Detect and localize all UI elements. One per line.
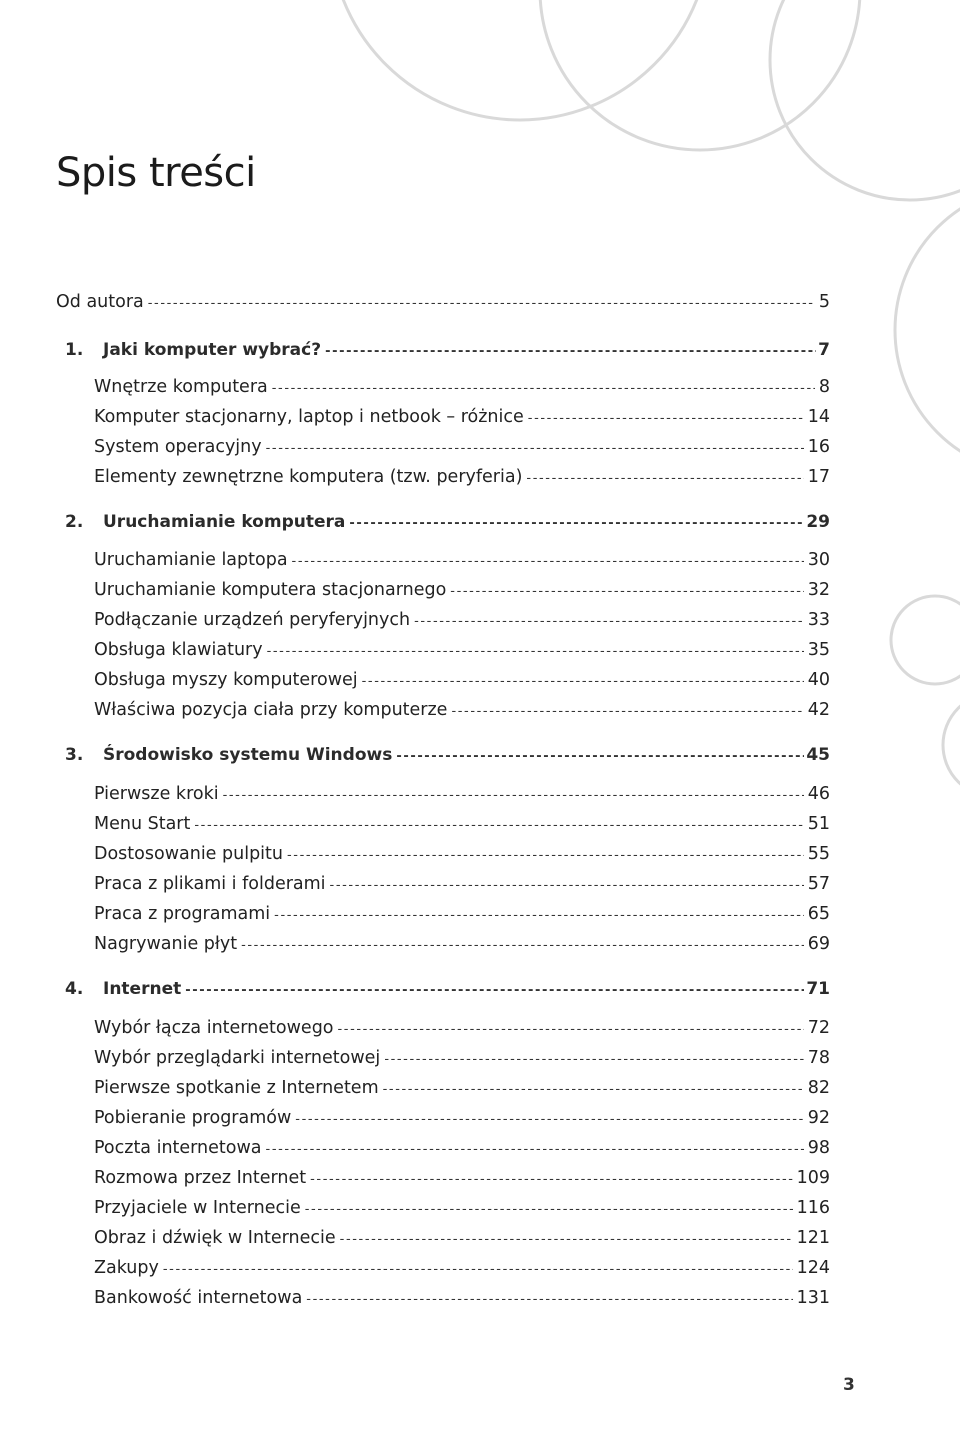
entry-page-number: 65 bbox=[807, 904, 830, 924]
entry-page-number: 55 bbox=[807, 844, 830, 864]
dash-leader bbox=[450, 580, 803, 604]
chapter-number: 2. bbox=[65, 512, 84, 532]
page-title: Spis treści bbox=[56, 150, 256, 196]
dash-leader bbox=[383, 1078, 804, 1102]
entry-label: Wybór przeglądarki internetowej bbox=[94, 1048, 381, 1068]
dash-leader bbox=[223, 784, 804, 808]
entry-label: Praca z programami bbox=[94, 904, 271, 924]
dash-leader bbox=[396, 745, 804, 769]
dash-leader bbox=[148, 292, 815, 316]
toc-entry bbox=[94, 548, 830, 574]
entry-label: Praca z plikami i folderami bbox=[94, 874, 326, 894]
entry-label: Przyjaciele w Internecie bbox=[94, 1198, 301, 1218]
entry-page-number: 116 bbox=[796, 1198, 830, 1218]
toc-entry bbox=[94, 932, 830, 958]
toc-entry bbox=[94, 1256, 830, 1282]
entry-label: Obraz i dźwięk w Internecie bbox=[94, 1228, 336, 1248]
toc-entry bbox=[94, 1106, 830, 1132]
entry-page-number: 69 bbox=[807, 934, 830, 954]
dash-leader bbox=[362, 670, 804, 694]
chapter-number: 4. bbox=[65, 979, 84, 999]
chapter-number: 3. bbox=[65, 745, 84, 765]
toc-entry bbox=[94, 1196, 830, 1222]
dash-leader bbox=[340, 1228, 793, 1252]
dash-leader bbox=[295, 1108, 803, 1132]
toc-entry bbox=[94, 638, 830, 664]
toc-entry bbox=[94, 578, 830, 604]
dash-leader bbox=[306, 1288, 792, 1312]
entry-page-number: 29 bbox=[806, 512, 830, 532]
toc-entry bbox=[94, 1166, 830, 1192]
decor-circle bbox=[770, 0, 960, 200]
toc-entry bbox=[94, 812, 830, 838]
entry-page-number: 82 bbox=[807, 1078, 830, 1098]
entry-page-number: 51 bbox=[807, 814, 830, 834]
entry-label: Bankowość internetowa bbox=[94, 1288, 303, 1308]
toc-entry bbox=[94, 1136, 830, 1162]
dash-leader bbox=[163, 1258, 793, 1282]
dash-leader bbox=[526, 467, 803, 491]
chapter-number: 1. bbox=[65, 340, 84, 360]
dash-leader bbox=[266, 1138, 804, 1162]
dash-leader bbox=[330, 874, 804, 898]
toc-entry bbox=[94, 375, 830, 401]
dash-leader bbox=[310, 1168, 792, 1192]
dash-leader bbox=[305, 1198, 793, 1222]
entry-page-number: 16 bbox=[807, 437, 830, 457]
dash-leader bbox=[267, 640, 804, 664]
dash-leader bbox=[384, 1048, 803, 1072]
toc-entry bbox=[94, 1226, 830, 1252]
dash-leader bbox=[325, 340, 816, 364]
entry-page-number: 14 bbox=[807, 407, 830, 427]
entry-page-number: 5 bbox=[818, 292, 830, 312]
entry-page-number: 35 bbox=[807, 640, 830, 660]
entry-label: Poczta internetowa bbox=[94, 1138, 262, 1158]
entry-page-number: 42 bbox=[807, 700, 830, 720]
entry-page-number: 8 bbox=[818, 377, 830, 397]
entry-label: Jaki komputer wybrać? bbox=[103, 340, 322, 360]
entry-page-number: 78 bbox=[807, 1048, 830, 1068]
entry-label: Pobieranie programów bbox=[94, 1108, 292, 1128]
decor-circle bbox=[891, 596, 960, 684]
decor-circle bbox=[895, 185, 960, 475]
entry-label: Pierwsze spotkanie z Internetem bbox=[94, 1078, 379, 1098]
entry-label: Rozmowa przez Internet bbox=[94, 1168, 307, 1188]
entry-page-number: 33 bbox=[807, 610, 830, 630]
entry-page-number: 72 bbox=[807, 1018, 830, 1038]
dash-leader bbox=[241, 934, 804, 958]
entry-page-number: 71 bbox=[806, 979, 830, 999]
dash-leader bbox=[349, 512, 804, 536]
toc-entry bbox=[94, 872, 830, 898]
dash-leader bbox=[185, 979, 804, 1003]
dash-leader bbox=[274, 904, 804, 928]
toc-entry bbox=[94, 668, 830, 694]
entry-page-number: 7 bbox=[818, 340, 830, 360]
entry-label: Menu Start bbox=[94, 814, 191, 834]
entry-label: Uruchamianie laptopa bbox=[94, 550, 288, 570]
page-number: 3 bbox=[843, 1375, 855, 1395]
toc-entry bbox=[94, 1046, 830, 1072]
entry-label: Właściwa pozycja ciała przy komputerze bbox=[94, 700, 448, 720]
entry-page-number: 45 bbox=[806, 745, 830, 765]
entry-label: Uruchamianie komputera stacjonarnego bbox=[94, 580, 447, 600]
entry-label: Środowisko systemu Windows bbox=[103, 745, 393, 765]
decor-circle bbox=[330, 0, 710, 120]
entry-label: Zakupy bbox=[94, 1258, 159, 1278]
decor-circle bbox=[943, 693, 960, 797]
dash-leader bbox=[414, 610, 804, 634]
entry-label: Elementy zewnętrzne komputera (tzw. peryferia) bbox=[94, 467, 523, 487]
entry-label: Uruchamianie komputera bbox=[103, 512, 346, 532]
toc-entry bbox=[94, 1016, 830, 1042]
toc-entry bbox=[94, 698, 830, 724]
entry-label: Nagrywanie płyt bbox=[94, 934, 238, 954]
entry-page-number: 124 bbox=[796, 1258, 830, 1278]
dash-leader bbox=[528, 407, 804, 431]
toc-entry bbox=[94, 782, 830, 808]
entry-label: Obsługa myszy komputerowej bbox=[94, 670, 358, 690]
entry-page-number: 109 bbox=[796, 1168, 830, 1188]
entry-label: Od autora bbox=[56, 292, 144, 312]
entry-page-number: 121 bbox=[796, 1228, 830, 1248]
entry-label: Obsługa klawiatury bbox=[94, 640, 263, 660]
entry-label: Internet bbox=[103, 979, 182, 999]
entry-page-number: 131 bbox=[796, 1288, 830, 1308]
entry-label: Pierwsze kroki bbox=[94, 784, 219, 804]
toc-chapter bbox=[65, 977, 830, 1003]
toc-entry bbox=[94, 435, 830, 461]
entry-label: Dostosowanie pulpitu bbox=[94, 844, 283, 864]
toc-chapter bbox=[65, 743, 830, 769]
toc-entry-top bbox=[56, 290, 830, 316]
entry-label: Wybór łącza internetowego bbox=[94, 1018, 334, 1038]
entry-page-number: 46 bbox=[807, 784, 830, 804]
dash-leader bbox=[338, 1018, 804, 1042]
dash-leader bbox=[451, 700, 803, 724]
toc-entry bbox=[94, 842, 830, 868]
dash-leader bbox=[272, 377, 815, 401]
entry-label: Komputer stacjonarny, laptop i netbook – różnice bbox=[94, 407, 524, 427]
dash-leader bbox=[287, 844, 804, 868]
dash-leader bbox=[266, 437, 804, 461]
toc-chapter bbox=[65, 338, 830, 364]
entry-page-number: 98 bbox=[807, 1138, 830, 1158]
dash-leader bbox=[292, 550, 804, 574]
toc-entry bbox=[94, 1286, 830, 1312]
entry-page-number: 17 bbox=[807, 467, 830, 487]
entry-page-number: 92 bbox=[807, 1108, 830, 1128]
toc-entry bbox=[94, 902, 830, 928]
decor-circle bbox=[540, 0, 860, 150]
toc-entry bbox=[94, 465, 830, 491]
entry-label: Podłączanie urządzeń peryferyjnych bbox=[94, 610, 411, 630]
toc-entry bbox=[94, 608, 830, 634]
toc-chapter bbox=[65, 510, 830, 536]
entry-page-number: 32 bbox=[807, 580, 830, 600]
entry-page-number: 57 bbox=[807, 874, 830, 894]
entry-page-number: 30 bbox=[807, 550, 830, 570]
entry-label: Wnętrze komputera bbox=[94, 377, 268, 397]
toc-entry bbox=[94, 1076, 830, 1102]
entry-label: System operacyjny bbox=[94, 437, 262, 457]
entry-page-number: 40 bbox=[807, 670, 830, 690]
dash-leader bbox=[194, 814, 803, 838]
toc-entry bbox=[94, 405, 830, 431]
